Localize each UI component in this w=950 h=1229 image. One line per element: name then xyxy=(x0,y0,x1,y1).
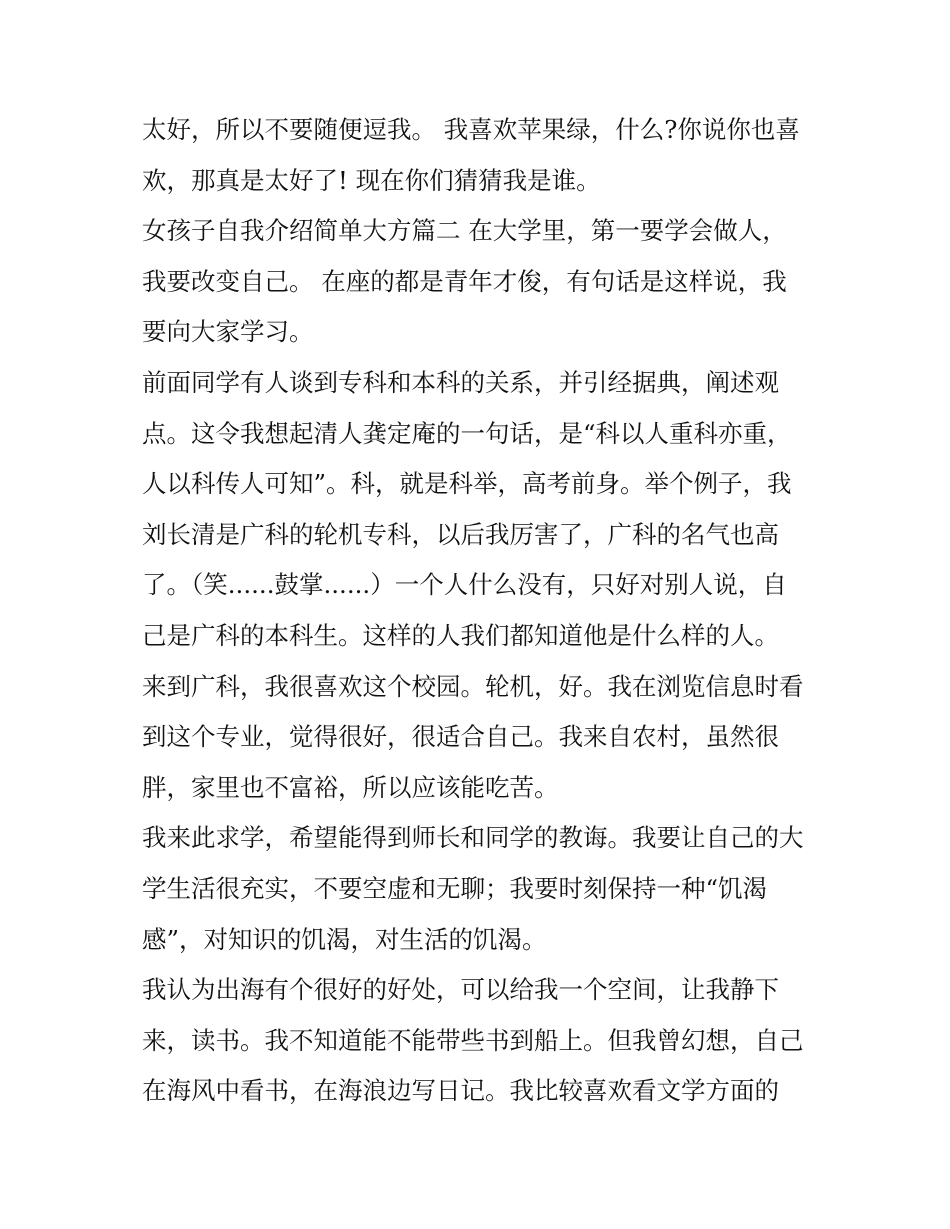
text-line: 学生活很充实，不要空虚和无聊；我要时刻保持一种“饥渴 xyxy=(142,873,768,903)
text-line: 来到广科，我很喜欢这个校园。轮机，好。我在浏览信息时看 xyxy=(142,671,804,701)
document-body xyxy=(142,105,842,1117)
text-line: 胖，家里也不富裕，所以应该能吃苦。 xyxy=(142,772,559,802)
text-line: 我要改变自己。 在座的都是青年才俊，有句话是这样说，我 xyxy=(142,266,787,296)
text-line: 女孩子自我介绍简单大方篇二 在大学里，第一要学会做人， xyxy=(142,216,787,246)
text-line: 前面同学有人谈到专科和本科的关系，并引经据典，阐述观 xyxy=(142,367,779,397)
text-line: 刘长清是广科的轮机专科，以后我厉害了，广科的名气也高 xyxy=(142,519,779,549)
text-line: 我来此求学，希望能得到师长和同学的教诲。我要让自己的大 xyxy=(142,823,804,853)
text-line: 了。（笑......鼓掌......）一个人什么没有，只好对别人说，自 xyxy=(142,570,787,600)
text-line: 己是广科的本科生。这样的人我们都知道他是什么样的人。 xyxy=(142,620,779,650)
text-line: 来，读书。我不知道能不能带些书到船上。但我曾幻想，自己 xyxy=(142,1025,804,1055)
text-line: 人以科传人可知”。科，就是科举，高考前身。举个例子，我 xyxy=(142,469,792,499)
text-line: 我认为出海有个很好的好处，可以给我一个空间，让我静下 xyxy=(142,975,779,1005)
text-line: 欢，那真是太好了! 现在你们猜猜我是谁。 xyxy=(142,165,601,195)
text-line: 感”，对知识的饥渴，对生活的饥渴。 xyxy=(142,924,547,954)
text-line: 要向大家学习。 xyxy=(142,317,314,347)
text-line: 到这个专业，觉得很好，很适合自己。我来自农村，虽然很 xyxy=(142,722,779,752)
text-line: 在海风中看书，在海浪边写日记。我比较喜欢看文学方面的 xyxy=(142,1076,779,1106)
text-line: 点。这令我想起清人龚定庵的一句话，是“科以人重科亦重， xyxy=(142,418,792,448)
text-line: 太好，所以不要随便逗我。 我喜欢苹果绿，什么?你说你也喜 xyxy=(142,115,800,144)
